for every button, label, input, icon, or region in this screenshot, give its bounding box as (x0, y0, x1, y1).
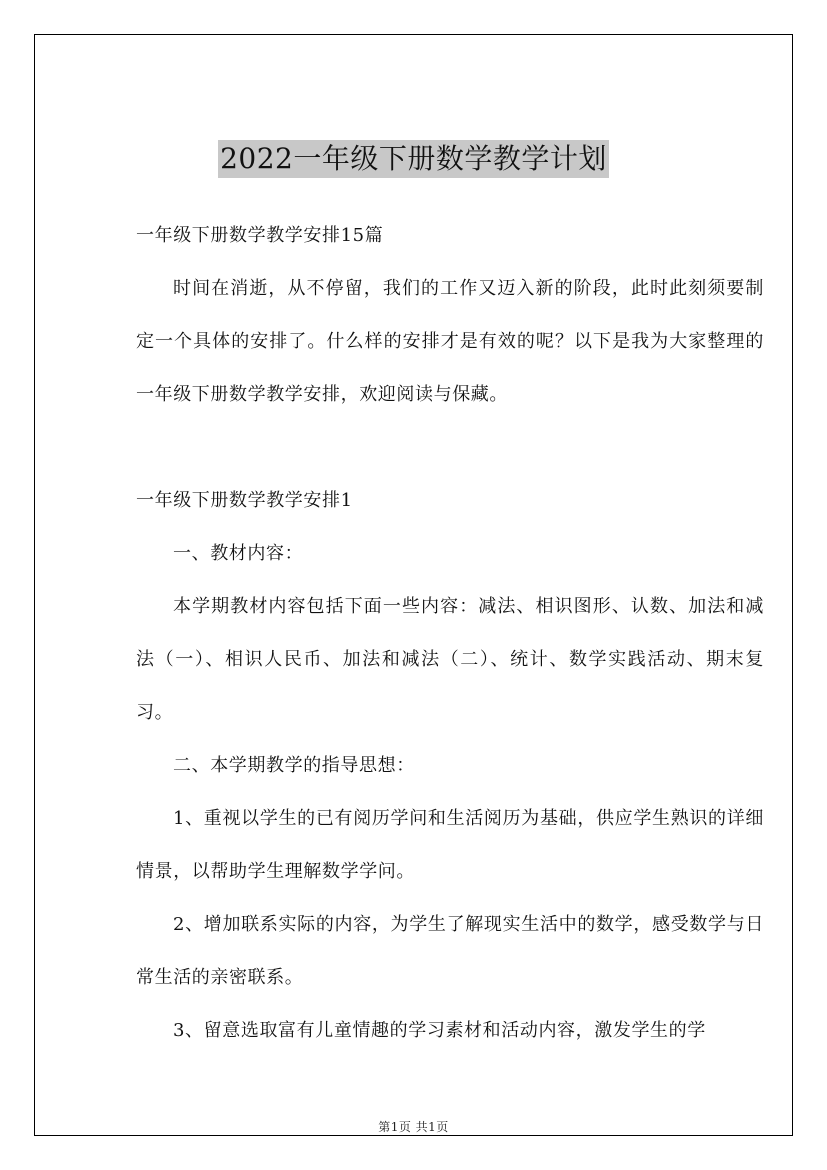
intro-paragraph: 时间在消逝，从不停留，我们的工作又迈入新的阶段，此时此刻须要制定一个具体的安排了。什么样的安排才是有效的呢？以下是我为大家整理的一年级下册数学教学安排，欢迎阅读与保藏。 (136, 278, 764, 405)
teaching-content-paragraph: 本学期教材内容包括下面一些内容：减法、相识图形、认数、加法和减法（一）、相识人民币、加法和减法（二）、统计、数学实践活动、期末复习。 (136, 596, 764, 723)
subtitle: 一年级下册数学教学安排15篇 (136, 225, 384, 246)
title-wrap (35, 140, 792, 178)
blank-line (136, 421, 764, 474)
document-body (136, 209, 764, 1057)
section-title: 一年级下册数学教学安排1 (136, 490, 353, 511)
list-item-3: 3、留意选取富有儿童情趣的学习素材和活动内容，激发学生的学 (173, 1020, 706, 1041)
list-item-2: 2、增加联系实际的内容，为学生了解现实生活中的数学，感受数学与日常生活的亲密联系。 (136, 914, 764, 988)
heading-teaching-content: 一、教材内容： (173, 543, 304, 564)
heading-guiding-thought: 二、本学期教学的指导思想： (173, 755, 415, 776)
page-number-footer: 第1页 共1页 (378, 1120, 449, 1134)
page-border (34, 34, 793, 1136)
document-title: 2022一年级下册数学教学计划 (218, 140, 609, 178)
list-item-1: 1、重视以学生的已有阅历学问和生活阅历为基础，供应学生熟识的详细情景，以帮助学生理解数学学问。 (136, 808, 764, 882)
